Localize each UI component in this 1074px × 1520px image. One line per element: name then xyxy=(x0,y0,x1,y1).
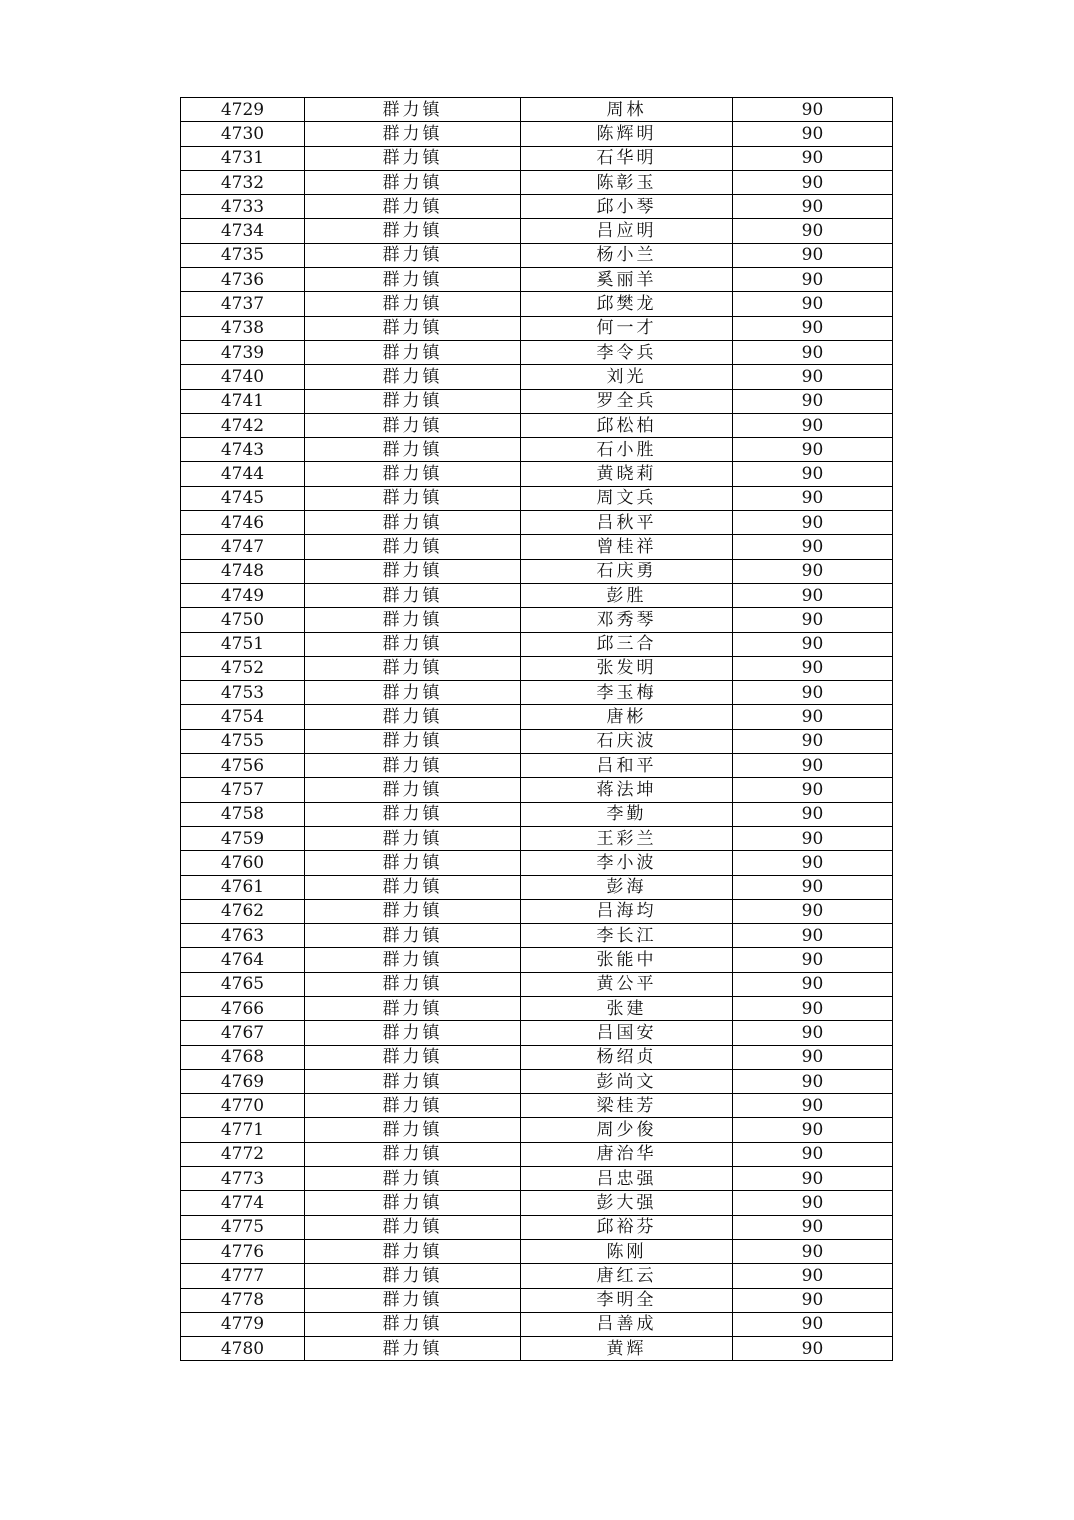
town-cell: 群力镇 xyxy=(305,292,521,316)
serial-number-cell: 4779 xyxy=(181,1312,305,1336)
town-cell: 群力镇 xyxy=(305,1239,521,1263)
serial-number-cell: 4761 xyxy=(181,875,305,899)
name-cell: 周少俊 xyxy=(521,1118,733,1142)
table-row xyxy=(181,1264,893,1288)
amount-cell: 90 xyxy=(733,316,893,340)
amount-cell: 90 xyxy=(733,340,893,364)
name-cell: 曾桂祥 xyxy=(521,535,733,559)
table-row xyxy=(181,583,893,607)
table-row xyxy=(181,1142,893,1166)
amount-cell: 90 xyxy=(733,486,893,510)
table-row xyxy=(181,389,893,413)
amount-cell: 90 xyxy=(733,948,893,972)
amount-cell: 90 xyxy=(733,729,893,753)
serial-number-cell: 4740 xyxy=(181,365,305,389)
table-row xyxy=(181,1021,893,1045)
serial-number-cell: 4732 xyxy=(181,170,305,194)
town-cell: 群力镇 xyxy=(305,535,521,559)
table-row xyxy=(181,1337,893,1361)
town-cell: 群力镇 xyxy=(305,972,521,996)
serial-number-cell: 4743 xyxy=(181,438,305,462)
amount-cell: 90 xyxy=(733,195,893,219)
amount-cell: 90 xyxy=(733,219,893,243)
amount-cell: 90 xyxy=(733,754,893,778)
serial-number-cell: 4767 xyxy=(181,1021,305,1045)
serial-number-cell: 4729 xyxy=(181,98,305,122)
name-cell: 陈刚 xyxy=(521,1239,733,1263)
town-cell: 群力镇 xyxy=(305,511,521,535)
town-cell: 群力镇 xyxy=(305,754,521,778)
table-row xyxy=(181,899,893,923)
name-cell: 吕应明 xyxy=(521,219,733,243)
name-cell: 石庆波 xyxy=(521,729,733,753)
serial-number-cell: 4747 xyxy=(181,535,305,559)
town-cell: 群力镇 xyxy=(305,268,521,292)
amount-cell: 90 xyxy=(733,996,893,1020)
name-cell: 彭尚文 xyxy=(521,1069,733,1093)
serial-number-cell: 4733 xyxy=(181,195,305,219)
name-cell: 张建 xyxy=(521,996,733,1020)
town-cell: 群力镇 xyxy=(305,1191,521,1215)
name-cell: 唐治华 xyxy=(521,1142,733,1166)
name-cell: 黄晓莉 xyxy=(521,462,733,486)
name-cell: 李长江 xyxy=(521,924,733,948)
table-row xyxy=(181,438,893,462)
amount-cell: 90 xyxy=(733,413,893,437)
town-cell: 群力镇 xyxy=(305,1288,521,1312)
town-cell: 群力镇 xyxy=(305,486,521,510)
amount-cell: 90 xyxy=(733,1337,893,1361)
table-row xyxy=(181,511,893,535)
serial-number-cell: 4742 xyxy=(181,413,305,437)
table-row xyxy=(181,170,893,194)
amount-cell: 90 xyxy=(733,1094,893,1118)
town-cell: 群力镇 xyxy=(305,219,521,243)
table-row xyxy=(181,462,893,486)
amount-cell: 90 xyxy=(733,1239,893,1263)
table-row xyxy=(181,365,893,389)
amount-cell: 90 xyxy=(733,632,893,656)
name-cell: 石庆勇 xyxy=(521,559,733,583)
serial-number-cell: 4776 xyxy=(181,1239,305,1263)
table-row xyxy=(181,802,893,826)
name-cell: 吕秋平 xyxy=(521,511,733,535)
town-cell: 群力镇 xyxy=(305,1069,521,1093)
town-cell: 群力镇 xyxy=(305,1167,521,1191)
town-cell: 群力镇 xyxy=(305,146,521,170)
table-row xyxy=(181,1118,893,1142)
name-cell: 唐红云 xyxy=(521,1264,733,1288)
serial-number-cell: 4755 xyxy=(181,729,305,753)
town-cell: 群力镇 xyxy=(305,243,521,267)
table-row xyxy=(181,1045,893,1069)
table-row xyxy=(181,875,893,899)
name-cell: 李明全 xyxy=(521,1288,733,1312)
name-cell: 张发明 xyxy=(521,656,733,680)
table-row xyxy=(181,1288,893,1312)
name-cell: 吕善成 xyxy=(521,1312,733,1336)
serial-number-cell: 4748 xyxy=(181,559,305,583)
amount-cell: 90 xyxy=(733,1045,893,1069)
name-cell: 何一才 xyxy=(521,316,733,340)
table-row xyxy=(181,340,893,364)
town-cell: 群力镇 xyxy=(305,195,521,219)
amount-cell: 90 xyxy=(733,778,893,802)
name-cell: 彭胜 xyxy=(521,583,733,607)
amount-cell: 90 xyxy=(733,389,893,413)
town-cell: 群力镇 xyxy=(305,1142,521,1166)
town-cell: 群力镇 xyxy=(305,316,521,340)
town-cell: 群力镇 xyxy=(305,681,521,705)
amount-cell: 90 xyxy=(733,170,893,194)
table-row xyxy=(181,195,893,219)
table-row xyxy=(181,486,893,510)
name-cell: 梁桂芳 xyxy=(521,1094,733,1118)
serial-number-cell: 4778 xyxy=(181,1288,305,1312)
amount-cell: 90 xyxy=(733,875,893,899)
town-cell: 群力镇 xyxy=(305,438,521,462)
roster-table-body xyxy=(181,98,893,1361)
serial-number-cell: 4739 xyxy=(181,340,305,364)
name-cell: 邱三合 xyxy=(521,632,733,656)
amount-cell: 90 xyxy=(733,122,893,146)
amount-cell: 90 xyxy=(733,243,893,267)
serial-number-cell: 4762 xyxy=(181,899,305,923)
name-cell: 陈彰玉 xyxy=(521,170,733,194)
serial-number-cell: 4772 xyxy=(181,1142,305,1166)
table-row xyxy=(181,754,893,778)
amount-cell: 90 xyxy=(733,1142,893,1166)
town-cell: 群力镇 xyxy=(305,924,521,948)
town-cell: 群力镇 xyxy=(305,170,521,194)
table-row xyxy=(181,122,893,146)
amount-cell: 90 xyxy=(733,1312,893,1336)
amount-cell: 90 xyxy=(733,705,893,729)
amount-cell: 90 xyxy=(733,899,893,923)
table-row xyxy=(181,98,893,122)
serial-number-cell: 4749 xyxy=(181,583,305,607)
serial-number-cell: 4730 xyxy=(181,122,305,146)
amount-cell: 90 xyxy=(733,268,893,292)
table-row xyxy=(181,729,893,753)
serial-number-cell: 4746 xyxy=(181,511,305,535)
name-cell: 邱松柏 xyxy=(521,413,733,437)
serial-number-cell: 4774 xyxy=(181,1191,305,1215)
amount-cell: 90 xyxy=(733,681,893,705)
serial-number-cell: 4764 xyxy=(181,948,305,972)
table-row xyxy=(181,1215,893,1239)
table-row xyxy=(181,413,893,437)
serial-number-cell: 4766 xyxy=(181,996,305,1020)
name-cell: 黄辉 xyxy=(521,1337,733,1361)
name-cell: 吕海均 xyxy=(521,899,733,923)
name-cell: 邱小琴 xyxy=(521,195,733,219)
serial-number-cell: 4757 xyxy=(181,778,305,802)
name-cell: 周文兵 xyxy=(521,486,733,510)
table-row xyxy=(181,1191,893,1215)
amount-cell: 90 xyxy=(733,924,893,948)
serial-number-cell: 4738 xyxy=(181,316,305,340)
town-cell: 群力镇 xyxy=(305,948,521,972)
serial-number-cell: 4770 xyxy=(181,1094,305,1118)
table-row xyxy=(181,243,893,267)
serial-number-cell: 4763 xyxy=(181,924,305,948)
serial-number-cell: 4731 xyxy=(181,146,305,170)
town-cell: 群力镇 xyxy=(305,1094,521,1118)
table-row xyxy=(181,656,893,680)
table-row xyxy=(181,316,893,340)
town-cell: 群力镇 xyxy=(305,851,521,875)
table-row xyxy=(181,535,893,559)
name-cell: 奚丽羊 xyxy=(521,268,733,292)
serial-number-cell: 4741 xyxy=(181,389,305,413)
amount-cell: 90 xyxy=(733,365,893,389)
amount-cell: 90 xyxy=(733,826,893,850)
name-cell: 李令兵 xyxy=(521,340,733,364)
town-cell: 群力镇 xyxy=(305,122,521,146)
serial-number-cell: 4758 xyxy=(181,802,305,826)
town-cell: 群力镇 xyxy=(305,1337,521,1361)
town-cell: 群力镇 xyxy=(305,1118,521,1142)
table-row xyxy=(181,1069,893,1093)
town-cell: 群力镇 xyxy=(305,826,521,850)
town-cell: 群力镇 xyxy=(305,875,521,899)
serial-number-cell: 4734 xyxy=(181,219,305,243)
town-cell: 群力镇 xyxy=(305,802,521,826)
amount-cell: 90 xyxy=(733,1191,893,1215)
name-cell: 吕忠强 xyxy=(521,1167,733,1191)
town-cell: 群力镇 xyxy=(305,1021,521,1045)
name-cell: 李勤 xyxy=(521,802,733,826)
town-cell: 群力镇 xyxy=(305,608,521,632)
roster-table xyxy=(180,97,893,1361)
serial-number-cell: 4765 xyxy=(181,972,305,996)
table-row xyxy=(181,1094,893,1118)
town-cell: 群力镇 xyxy=(305,656,521,680)
name-cell: 周林 xyxy=(521,98,733,122)
amount-cell: 90 xyxy=(733,292,893,316)
amount-cell: 90 xyxy=(733,1118,893,1142)
town-cell: 群力镇 xyxy=(305,1312,521,1336)
name-cell: 唐彬 xyxy=(521,705,733,729)
serial-number-cell: 4769 xyxy=(181,1069,305,1093)
table-row xyxy=(181,924,893,948)
table-row xyxy=(181,219,893,243)
amount-cell: 90 xyxy=(733,1264,893,1288)
table-row xyxy=(181,1167,893,1191)
town-cell: 群力镇 xyxy=(305,632,521,656)
town-cell: 群力镇 xyxy=(305,1264,521,1288)
serial-number-cell: 4751 xyxy=(181,632,305,656)
town-cell: 群力镇 xyxy=(305,1045,521,1069)
name-cell: 彭大强 xyxy=(521,1191,733,1215)
serial-number-cell: 4773 xyxy=(181,1167,305,1191)
serial-number-cell: 4768 xyxy=(181,1045,305,1069)
serial-number-cell: 4771 xyxy=(181,1118,305,1142)
name-cell: 刘光 xyxy=(521,365,733,389)
town-cell: 群力镇 xyxy=(305,559,521,583)
name-cell: 黄公平 xyxy=(521,972,733,996)
name-cell: 吕国安 xyxy=(521,1021,733,1045)
table-row xyxy=(181,948,893,972)
amount-cell: 90 xyxy=(733,1021,893,1045)
name-cell: 蒋法坤 xyxy=(521,778,733,802)
amount-cell: 90 xyxy=(733,146,893,170)
name-cell: 陈辉明 xyxy=(521,122,733,146)
town-cell: 群力镇 xyxy=(305,778,521,802)
serial-number-cell: 4750 xyxy=(181,608,305,632)
amount-cell: 90 xyxy=(733,462,893,486)
town-cell: 群力镇 xyxy=(305,389,521,413)
serial-number-cell: 4760 xyxy=(181,851,305,875)
amount-cell: 90 xyxy=(733,656,893,680)
serial-number-cell: 4753 xyxy=(181,681,305,705)
name-cell: 张能中 xyxy=(521,948,733,972)
serial-number-cell: 4756 xyxy=(181,754,305,778)
serial-number-cell: 4777 xyxy=(181,1264,305,1288)
name-cell: 李玉梅 xyxy=(521,681,733,705)
amount-cell: 90 xyxy=(733,511,893,535)
table-row xyxy=(181,681,893,705)
town-cell: 群力镇 xyxy=(305,98,521,122)
amount-cell: 90 xyxy=(733,1288,893,1312)
town-cell: 群力镇 xyxy=(305,462,521,486)
name-cell: 李小波 xyxy=(521,851,733,875)
table-row xyxy=(181,632,893,656)
table-row xyxy=(181,851,893,875)
amount-cell: 90 xyxy=(733,1215,893,1239)
table-row xyxy=(181,146,893,170)
table-row xyxy=(181,559,893,583)
town-cell: 群力镇 xyxy=(305,365,521,389)
serial-number-cell: 4752 xyxy=(181,656,305,680)
amount-cell: 90 xyxy=(733,1069,893,1093)
amount-cell: 90 xyxy=(733,802,893,826)
serial-number-cell: 4737 xyxy=(181,292,305,316)
town-cell: 群力镇 xyxy=(305,729,521,753)
serial-number-cell: 4745 xyxy=(181,486,305,510)
table-row xyxy=(181,1239,893,1263)
name-cell: 杨绍贞 xyxy=(521,1045,733,1069)
name-cell: 邱裕芬 xyxy=(521,1215,733,1239)
table-row xyxy=(181,705,893,729)
amount-cell: 90 xyxy=(733,559,893,583)
table-row xyxy=(181,972,893,996)
name-cell: 石华明 xyxy=(521,146,733,170)
serial-number-cell: 4754 xyxy=(181,705,305,729)
town-cell: 群力镇 xyxy=(305,583,521,607)
name-cell: 罗全兵 xyxy=(521,389,733,413)
serial-number-cell: 4775 xyxy=(181,1215,305,1239)
name-cell: 王彩兰 xyxy=(521,826,733,850)
town-cell: 群力镇 xyxy=(305,413,521,437)
name-cell: 杨小兰 xyxy=(521,243,733,267)
amount-cell: 90 xyxy=(733,535,893,559)
serial-number-cell: 4780 xyxy=(181,1337,305,1361)
amount-cell: 90 xyxy=(733,1167,893,1191)
table-row xyxy=(181,1312,893,1336)
town-cell: 群力镇 xyxy=(305,705,521,729)
table-row xyxy=(181,608,893,632)
name-cell: 吕和平 xyxy=(521,754,733,778)
name-cell: 邓秀琴 xyxy=(521,608,733,632)
town-cell: 群力镇 xyxy=(305,340,521,364)
town-cell: 群力镇 xyxy=(305,996,521,1020)
amount-cell: 90 xyxy=(733,608,893,632)
table-row xyxy=(181,996,893,1020)
town-cell: 群力镇 xyxy=(305,899,521,923)
amount-cell: 90 xyxy=(733,583,893,607)
town-cell: 群力镇 xyxy=(305,1215,521,1239)
name-cell: 石小胜 xyxy=(521,438,733,462)
table-row xyxy=(181,292,893,316)
amount-cell: 90 xyxy=(733,438,893,462)
serial-number-cell: 4759 xyxy=(181,826,305,850)
serial-number-cell: 4736 xyxy=(181,268,305,292)
name-cell: 邱樊龙 xyxy=(521,292,733,316)
table-row xyxy=(181,268,893,292)
name-cell: 彭海 xyxy=(521,875,733,899)
amount-cell: 90 xyxy=(733,98,893,122)
table-row xyxy=(181,826,893,850)
serial-number-cell: 4735 xyxy=(181,243,305,267)
table-row xyxy=(181,778,893,802)
amount-cell: 90 xyxy=(733,972,893,996)
amount-cell: 90 xyxy=(733,851,893,875)
serial-number-cell: 4744 xyxy=(181,462,305,486)
